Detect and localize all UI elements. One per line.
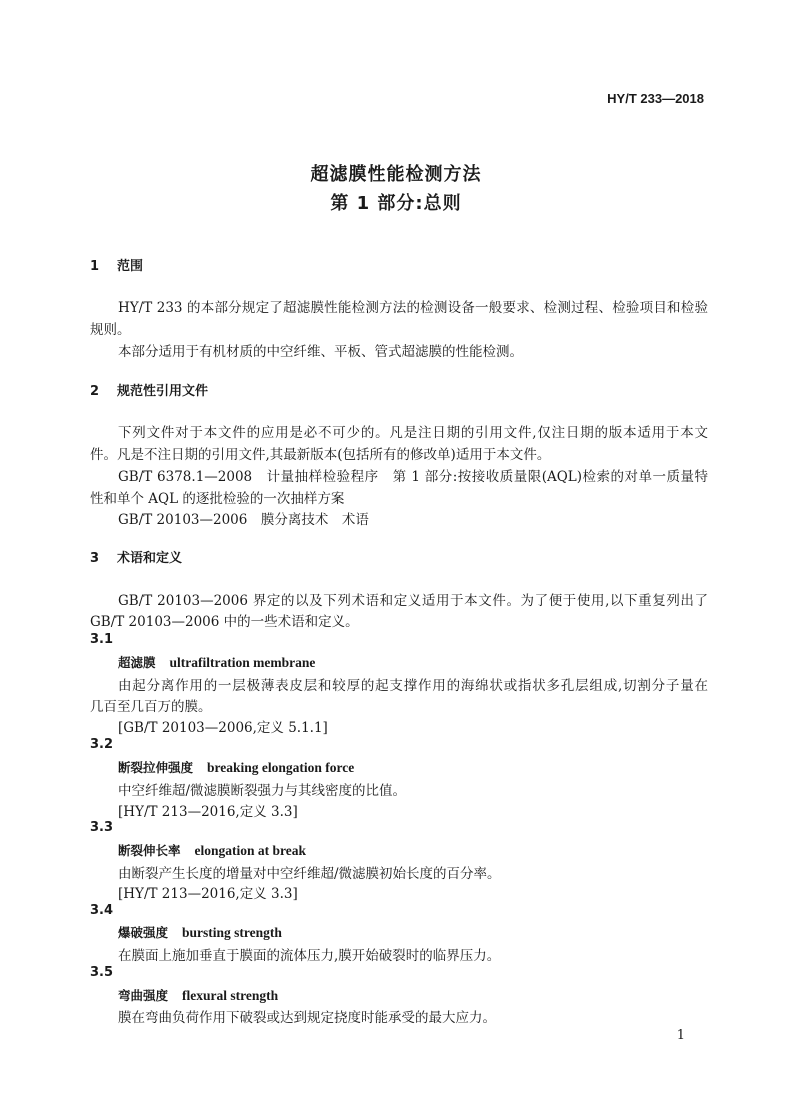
clause-number: 3.5 [90, 965, 114, 980]
paragraph-line: GB/T 20103—2006 中的一些术语和定义。 [90, 614, 359, 630]
clause-number: 3.1 [90, 632, 114, 647]
definition-line: 膜在弯曲负荷作用下破裂或达到规定挠度时能承受的最大应力。 [118, 1010, 496, 1026]
section-number: 3 [90, 551, 100, 566]
paragraph-line: GB/T 20103—2006 界定的以及下列术语和定义适用于本文件。为了便于使用,以下重复列出了 [118, 593, 708, 609]
term-entry [118, 758, 354, 776]
term-entry [118, 986, 278, 1004]
term-en: bursting strength [182, 925, 282, 940]
page-number: 1 [676, 1028, 685, 1043]
section-title: 范围 [117, 259, 144, 274]
term-cn: 断裂拉伸强度 [118, 760, 194, 775]
reference-line: GB/T 20103—2006 膜分离技术 术语 [118, 512, 369, 528]
term-en: flexural strength [182, 988, 279, 1003]
term-source: [GB/T 20103—2006,定义 5.1.1] [118, 720, 328, 736]
paragraph-line: 件。凡是不注日期的引用文件,其最新版本(包括所有的修改单)适用于本文件。 [90, 447, 551, 463]
document-subtitle: 第 1 部分:总则 [330, 193, 462, 214]
term-en: breaking elongation force [207, 760, 355, 775]
paragraph-line: 本部分适用于有机材质的中空纤维、平板、管式超滤膜的性能检测。 [118, 344, 523, 360]
term-cn: 断裂伸长率 [118, 843, 181, 858]
term-cn: 爆破强度 [118, 925, 169, 940]
section-heading [90, 255, 143, 274]
definition-line: 几百至几百万的膜。 [90, 699, 212, 715]
definition-line: 由起分离作用的一层极薄表皮层和较厚的起支撑作用的海绵状或指状多孔层组成,切割分子量在 [118, 678, 708, 694]
term-en: elongation at break [194, 843, 307, 858]
term-cn: 超滤膜 [118, 655, 156, 670]
term-entry [118, 923, 282, 941]
paragraph-line: HY/T 233 的本部分规定了超滤膜性能检测方法的检测设备一般要求、检测过程、检验项目和检验 [118, 300, 708, 316]
section-heading [90, 547, 182, 566]
clause-number: 3.3 [90, 820, 114, 835]
term-source: [HY/T 213—2016,定义 3.3] [118, 886, 298, 902]
definition-line: 在膜面上施加垂直于膜面的流体压力,膜开始破裂时的临界压力。 [118, 948, 501, 964]
paragraph-line: 规则。 [90, 322, 131, 338]
clause-number: 3.4 [90, 903, 114, 918]
term-source: [HY/T 213—2016,定义 3.3] [118, 804, 298, 820]
definition-line: 中空纤维超/微滤膜断裂强力与其线密度的比值。 [118, 783, 407, 799]
definition-line: 由断裂产生长度的增量对中空纤维超/微滤膜初始长度的百分率。 [118, 866, 501, 882]
paragraph-line: 下列文件对于本文件的应用是必不可少的。凡是注日期的引用文件,仅注日期的版本适用于本文 [118, 425, 708, 441]
reference-line: GB/T 6378.1—2008 计量抽样检验程序 第 1 部分:按接收质量限(AQL)检索的对单一质量特 [118, 469, 708, 485]
reference-line: 性和单个 AQL 的逐批检验的一次抽样方案 [90, 491, 345, 507]
term-entry [118, 841, 306, 859]
section-heading [90, 380, 208, 399]
standard-code: HY/T 233—2018 [607, 91, 704, 106]
term-cn: 弯曲强度 [118, 988, 169, 1003]
term-entry [118, 653, 315, 671]
clause-number: 3.2 [90, 737, 114, 752]
document-title: 超滤膜性能检测方法 [310, 164, 482, 185]
section-number: 1 [90, 259, 100, 274]
section-title: 规范性引用文件 [117, 384, 209, 399]
section-number: 2 [90, 384, 100, 399]
term-en: ultrafiltration membrane [169, 655, 316, 670]
section-title: 术语和定义 [117, 551, 183, 566]
